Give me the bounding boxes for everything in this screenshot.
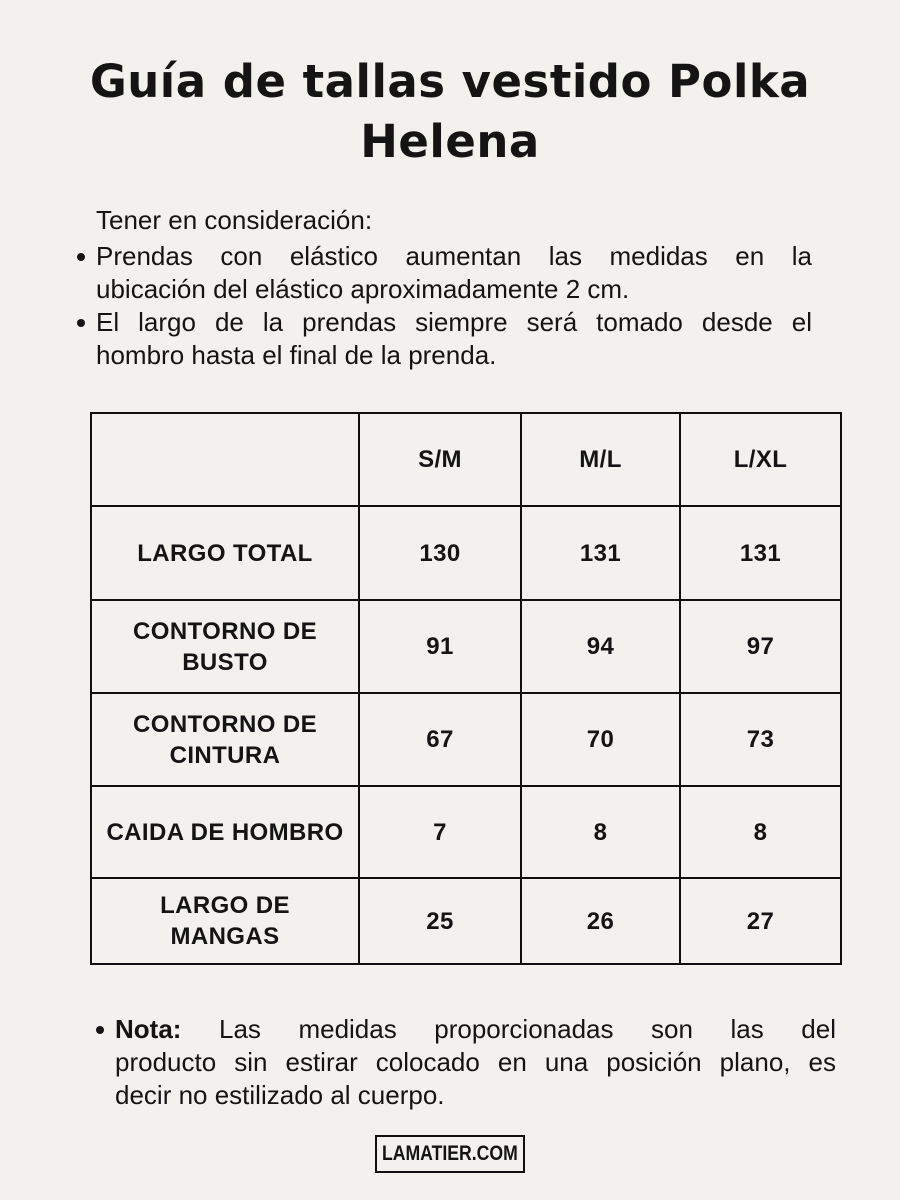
cell-value: 8 xyxy=(521,786,680,878)
cell-value: 131 xyxy=(680,506,841,600)
cell-value: 97 xyxy=(680,600,841,693)
size-table-container xyxy=(90,412,900,965)
cell-value: 131 xyxy=(521,506,680,600)
cell-value: 25 xyxy=(359,878,521,964)
column-header-lxl: L/XL xyxy=(680,413,841,506)
cell-value: 94 xyxy=(521,600,680,693)
table-header-row xyxy=(91,413,841,506)
footer xyxy=(0,1135,900,1173)
note-line1-text: Las medidas proporcionadas son las del xyxy=(218,1014,836,1044)
cell-value: 130 xyxy=(359,506,521,600)
cell-value: 26 xyxy=(521,878,680,964)
note-label: Nota: xyxy=(115,1014,182,1044)
bullet-icon xyxy=(77,319,85,327)
page-title-line2: Helena xyxy=(360,115,540,168)
column-header-ml: M/L xyxy=(521,413,680,506)
cell-value: 70 xyxy=(521,693,680,786)
table-row xyxy=(91,786,841,878)
page-title xyxy=(0,0,900,172)
brand-name: LAMATIER.COM xyxy=(382,1142,518,1165)
table-row xyxy=(91,693,841,786)
row-label: CONTORNO DE BUSTO xyxy=(91,600,359,693)
table-row xyxy=(91,600,841,693)
cell-value: 91 xyxy=(359,600,521,693)
brand-badge xyxy=(375,1135,525,1173)
size-table xyxy=(90,412,842,965)
note-section xyxy=(95,1013,836,1112)
row-label: LARGO TOTAL xyxy=(91,506,359,600)
row-label: CAIDA DE HOMBRO xyxy=(91,786,359,878)
row-label: CONTORNO DE CINTURA xyxy=(91,693,359,786)
cell-value: 8 xyxy=(680,786,841,878)
cell-value: 73 xyxy=(680,693,841,786)
note-list xyxy=(95,1013,836,1112)
cell-value: 27 xyxy=(680,878,841,964)
table-corner-cell xyxy=(91,413,359,506)
table-row xyxy=(91,506,841,600)
consideration-1-line1: Prendas con elástico aumentan las medidas en la xyxy=(96,241,812,271)
list-item xyxy=(76,306,812,372)
bullet-icon xyxy=(96,1026,104,1034)
considerations-section xyxy=(76,204,812,372)
consideration-2-line1: El largo de la prendas siempre será tomado desde el xyxy=(96,307,812,337)
row-label: LARGO DE MANGAS xyxy=(91,878,359,964)
page-title-line1: Guía de tallas vestido Polka xyxy=(89,55,811,108)
cell-value: 67 xyxy=(359,693,521,786)
considerations-list xyxy=(76,240,812,372)
table-row xyxy=(91,878,841,964)
note-line1 xyxy=(115,1013,836,1046)
consideration-1-line2: ubicación del elástico aproximadamente 2 cm. xyxy=(96,274,630,304)
cell-value: 7 xyxy=(359,786,521,878)
considerations-heading: Tener en consideración: xyxy=(96,205,373,235)
consideration-2-line2: hombro hasta el final de la prenda. xyxy=(96,340,497,370)
list-item xyxy=(95,1013,836,1112)
note-line2: producto sin estirar colocado en una posición plano, es xyxy=(115,1047,836,1077)
bullet-icon xyxy=(77,253,85,261)
note-line3: decir no estilizado al cuerpo. xyxy=(115,1080,445,1110)
list-item xyxy=(76,240,812,306)
column-header-sm: S/M xyxy=(359,413,521,506)
